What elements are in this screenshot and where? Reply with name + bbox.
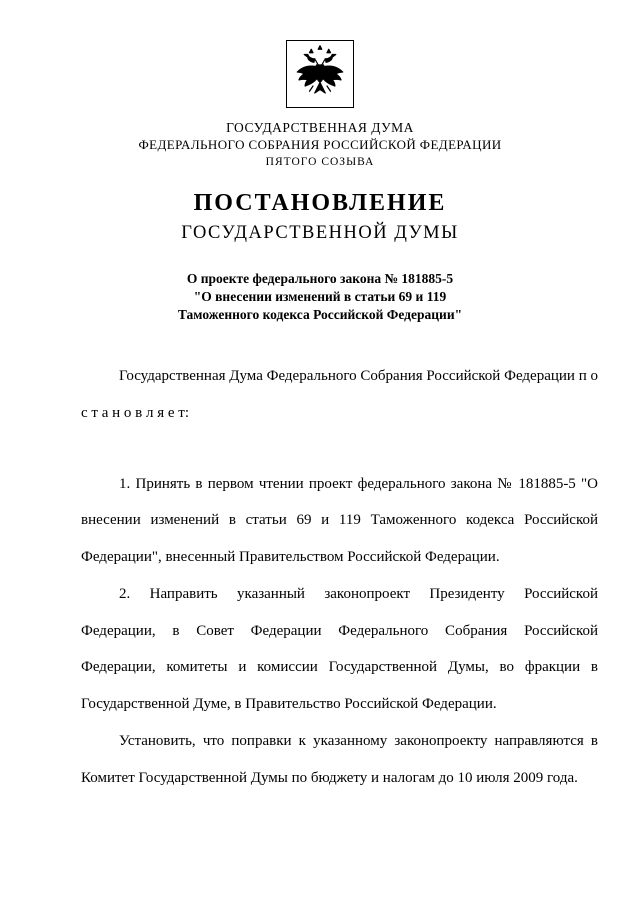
convocation: ПЯТОГО СОЗЫВА xyxy=(265,156,375,169)
double-headed-eagle-icon xyxy=(292,44,348,105)
coat-of-arms-frame xyxy=(286,40,354,108)
document-type-title: ПОСТАНОВЛЕНИЕ xyxy=(193,189,447,216)
document-subject xyxy=(0,270,640,325)
body-paragraph: Государственная Дума Федерального Собрания Российской Федерации п о с т а н о в л я е т: xyxy=(81,368,598,421)
body-paragraph: 1. Принять в первом чтении проект федерального закона № 181885-5 "О внесении изменений в статьи 69 и 119 Таможенного кодекса Российской Федерации", внесенный Правительством Российской Федерации. xyxy=(81,475,598,566)
body-paragraph: Установить, что поправки к указанному законопроекту направляются в Комитет Государственной Думы по бюджету и налогам до 10 июля 2009 года. xyxy=(81,732,598,786)
document-type xyxy=(0,190,640,244)
subject-line-3: Таможенного кодекса Российской Федерации" xyxy=(177,306,463,322)
authority-name: ГОСУДАРСТВЕННАЯ ДУМА xyxy=(226,120,414,135)
issuing-authority xyxy=(0,120,640,170)
emblem-container xyxy=(0,0,640,108)
body-paragraph: 2. Направить указанный законопроект Президенту Российской Федерации, в Совет Федерации Федерального Собрания Российской Федерации, комитеты и комиссии Государственной Думы, во фракции в Государственной Думе, в Правительство Российской Федерации. xyxy=(81,585,598,713)
document-type-subtitle: ГОСУДАРСТВЕННОЙ ДУМЫ xyxy=(181,222,459,243)
authority-parent: ФЕДЕРАЛЬНОГО СОБРАНИЯ РОССИЙСКОЙ ФЕДЕРАЦИИ xyxy=(138,136,502,152)
document-body xyxy=(81,358,598,796)
subject-line-2: "О внесении изменений в статьи 69 и 119 xyxy=(193,288,447,304)
subject-line-1: О проекте федерального закона № 181885-5 xyxy=(186,270,454,286)
